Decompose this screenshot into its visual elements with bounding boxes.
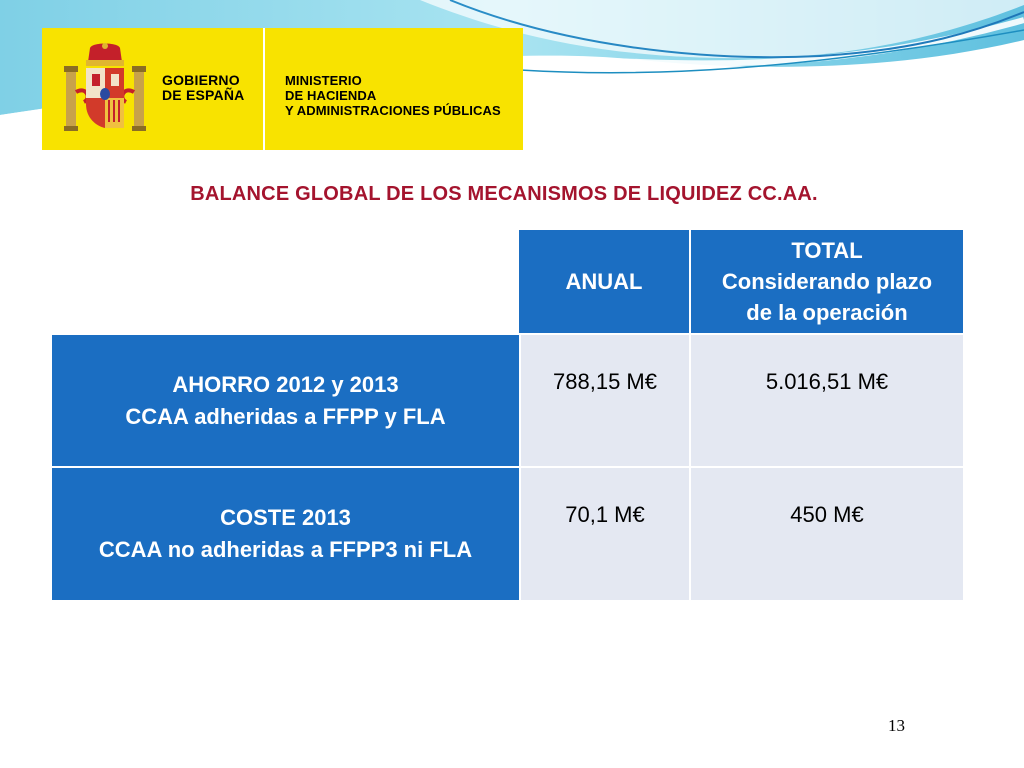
row-header-coste-line-1: COSTE 2013 [220,505,351,530]
ministry-name-line-3: Y ADMINISTRACIONES PÚBLICAS [285,103,501,118]
page-number: 13 [888,716,905,735]
government-name-line-1: GOBIERNO [162,72,240,88]
column-header-total-line-2: Considerando plazo [721,269,933,294]
row-header-ahorro-line-1: AHORRO 2012 y 2013 [172,371,399,397]
column-header-anual [519,230,689,333]
government-name [162,73,244,103]
government-name-line-2: DE ESPAÑA [162,87,245,103]
cell-ahorro-anual [519,333,689,466]
coat-of-arms-icon [62,42,148,134]
row-header-ahorro [52,333,519,466]
cell-ahorro-anual-value: 788,15 M€ [553,369,657,394]
cell-coste-anual [519,466,689,600]
slide-title: BALANCE GLOBAL DE LOS MECANISMOS DE LIQUIDEZ CC.AA. [190,183,818,205]
cell-ahorro-total-value: 5.016,51 M€ [765,369,889,394]
logo-divider [263,28,265,150]
cell-coste-total [689,466,963,600]
ministry-name-line-1: MINISTERIO [285,73,362,88]
ministry-name-line-2: DE HACIENDA [285,88,377,103]
government-logo [42,28,523,150]
cell-coste-total-value: 450 M€ [790,502,864,527]
column-header-anual-label: ANUAL [565,269,643,294]
column-header-total-line-3: de la operación [746,300,908,325]
cell-ahorro-total [689,333,963,466]
ministry-name [285,73,501,118]
row-header-coste [52,466,519,600]
row-header-ahorro-line-2: CCAA adheridas a FFPP y FLA [125,403,446,429]
column-header-total-line-1: TOTAL [791,238,863,263]
row-header-coste-line-2: CCAA no adheridas a FFPP3 ni FLA [98,537,473,562]
cell-coste-anual-value: 70,1 M€ [565,502,645,527]
column-header-total [689,230,963,333]
